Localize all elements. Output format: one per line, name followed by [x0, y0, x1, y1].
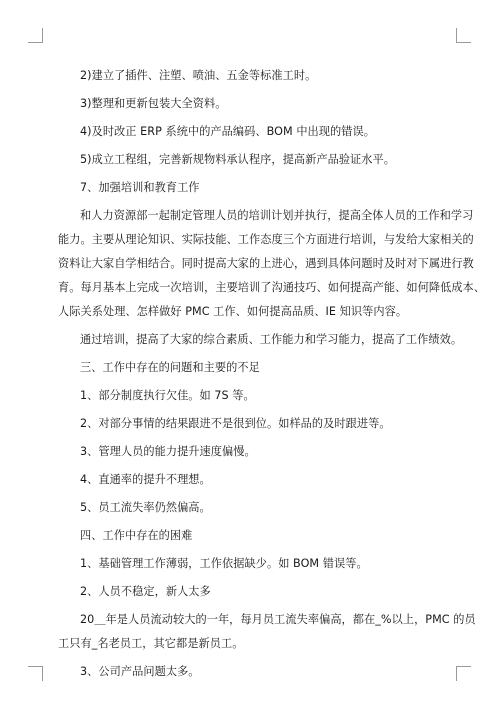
- list-item: 1、部分制度执行欠佳。如 7S 等。: [80, 389, 255, 402]
- crop-mark-bottom-right: [456, 666, 471, 681]
- paragraph-line: 工只有_名老员工，其它都是新员工。: [58, 637, 244, 650]
- list-item: 4、直通率的提升不理想。: [80, 473, 211, 486]
- paragraph-line: 育。每月基本上完成一次培训，主要培训了沟通技巧、如何提高产能、如何降低成本、: [58, 281, 486, 294]
- section-heading: 四、工作中存在的困难: [80, 529, 193, 542]
- paragraph-line: 4)及时改正 ERP 系统中的产品编码、BOM 中出现的错误。: [80, 125, 375, 138]
- paragraph-line: 人际关系处理、怎样做好 PMC 工作、如何提高品质、IE 知识等内容。: [58, 305, 408, 318]
- crop-mark-top-right: [456, 28, 471, 43]
- paragraph-line: 3)整理和更新包装大全资料。: [80, 97, 227, 110]
- crop-mark-top-left: [28, 28, 43, 43]
- list-item: 3、管理人员的能力提升速度偏慢。: [80, 445, 256, 458]
- list-item: 3、公司产品问题太多。: [80, 665, 200, 678]
- paragraph-line: 能力。主要从理论知识、实际技能、工作态度三个方面进行培训，与发给大家相关的: [58, 233, 474, 246]
- paragraph-line: 20＿年是人员流动较大的一年，每月员工流失率偏高，都在_%以上，PMC 的员: [80, 613, 476, 626]
- paragraph-line: 通过培训，提高了大家的综合素质、工作能力和学习能力，提高了工作绩效。: [80, 333, 463, 346]
- paragraph-line: 2)建立了插件、注塑、喷油、五金等标准工时。: [80, 69, 317, 82]
- document-body: [58, 64, 486, 684]
- paragraph-line: 5)成立工程组，完善新规物料承认程序，提高新产品验证水平。: [80, 153, 395, 166]
- paragraph-line: 资料让大家自学相结合。同时提高大家的上进心，遇到具体问题时及时对下属进行教: [58, 257, 474, 270]
- crop-mark-bottom-left: [28, 666, 43, 681]
- list-item: 5、员工流失率仍然偏高。: [80, 501, 211, 514]
- section-heading: 7、加强培训和教育工作: [80, 181, 200, 194]
- paragraph-line: 和人力资源部一起制定管理人员的培训计划并执行，提高全体人员的工作和学习: [80, 209, 474, 222]
- list-item: 1、基础管理工作薄弱，工作依据缺少。如 BOM 错误等。: [80, 557, 368, 570]
- section-heading: 三、工作中存在的问题和主要的不足: [80, 361, 260, 374]
- list-item: 2、人员不稳定，新人太多: [80, 585, 211, 598]
- list-item: 2、对部分事情的结果跟进不是很到位。如样品的及时跟进等。: [80, 417, 391, 430]
